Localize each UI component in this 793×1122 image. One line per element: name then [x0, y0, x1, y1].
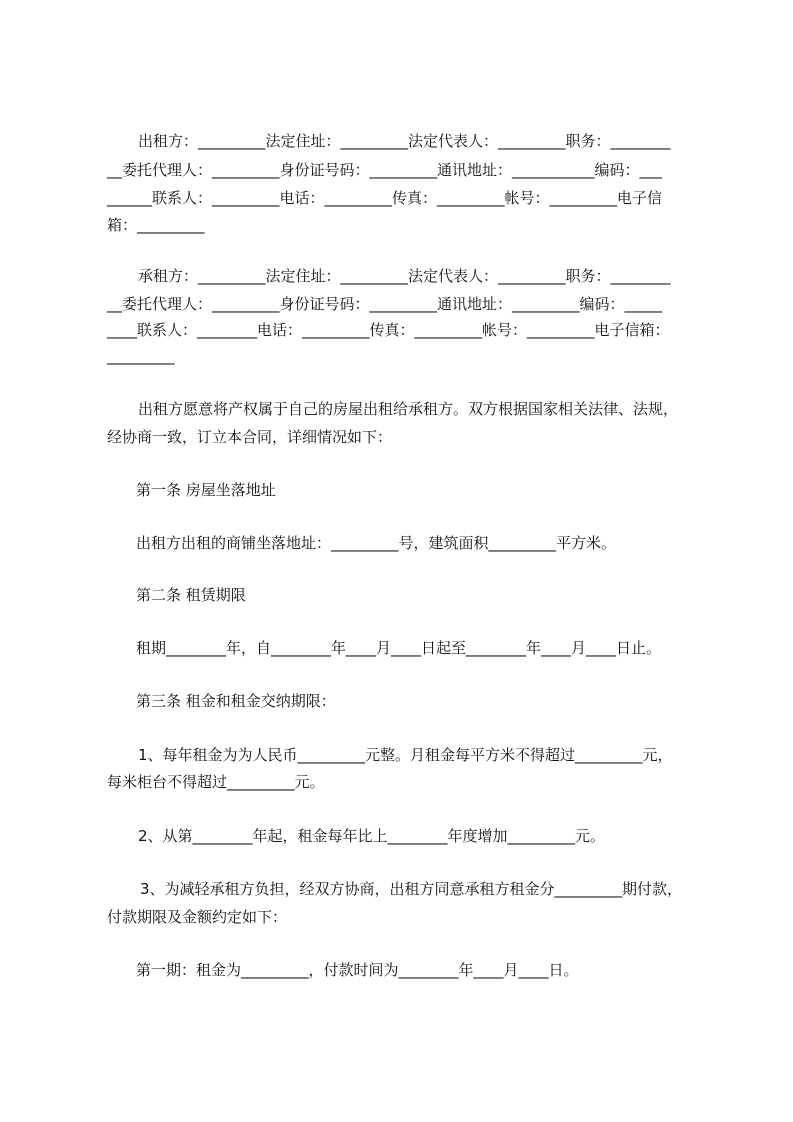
- lessee-line-4: _________: [107, 347, 175, 365]
- article-3-title: 第三条 租金和租金交纳期限：: [136, 692, 336, 710]
- item-1-line-1: 1、每年租金为为人民币_________元整。月租金每平方米不得超过_________元，: [138, 746, 673, 764]
- item-2-text: 2、从第________年起，租金每年比上________年度增加_________元。: [138, 827, 606, 845]
- item-1-line-2: 每米柜台不得超过_________元。: [107, 773, 325, 791]
- lessor-line-1: 出租方：_________法定住址：_________法定代表人：_________职务：________: [138, 132, 671, 150]
- article-2-text: 租期________年，自________年____月____日起至________年____月____日止。: [136, 639, 662, 657]
- article-1-text: 出租方出租的商铺坐落地址：_________号，建筑面积_________平方米。: [136, 534, 617, 552]
- lessor-line-3: ______联系人：_________电话：_________传真：_________帐号：_________电子信: [107, 189, 663, 207]
- intro-line-1: 出租方愿意将产权属于自己的房屋出租给承租方。双方根据国家相关法律、法规，: [138, 400, 679, 418]
- intro-line-2: 经协商一致，订立本合同，详细情况如下：: [107, 428, 393, 446]
- lessee-line-3: ____联系人：________电话：_________传真：_________帐号：_________电子信箱：: [107, 321, 670, 339]
- item-3-line-1: 3、为减轻承租方负担，经双方协商，出租方同意承租方租金分_________期付款，: [140, 880, 683, 898]
- lessor-line-2: __委托代理人：_________身份证号码：_________通讯地址：___________编码：___: [107, 161, 663, 179]
- installment-1-text: 第一期：租金为_________，付款时间为________年____月____日。: [136, 961, 579, 979]
- item-3-line-2: 付款期限及金额约定如下：: [107, 908, 288, 926]
- article-1-title: 第一条 房屋坐落地址: [136, 481, 276, 499]
- article-2-title: 第二条 租赁期限: [136, 586, 246, 604]
- lessee-line-2: __委托代理人：_________身份证号码：_________通讯地址：_________编码：_____: [107, 295, 663, 313]
- lessor-line-4: 箱：_________: [107, 216, 205, 234]
- lessee-line-1: 承租方：_________法定住址：_________法定代表人：_________职务：________: [138, 267, 671, 285]
